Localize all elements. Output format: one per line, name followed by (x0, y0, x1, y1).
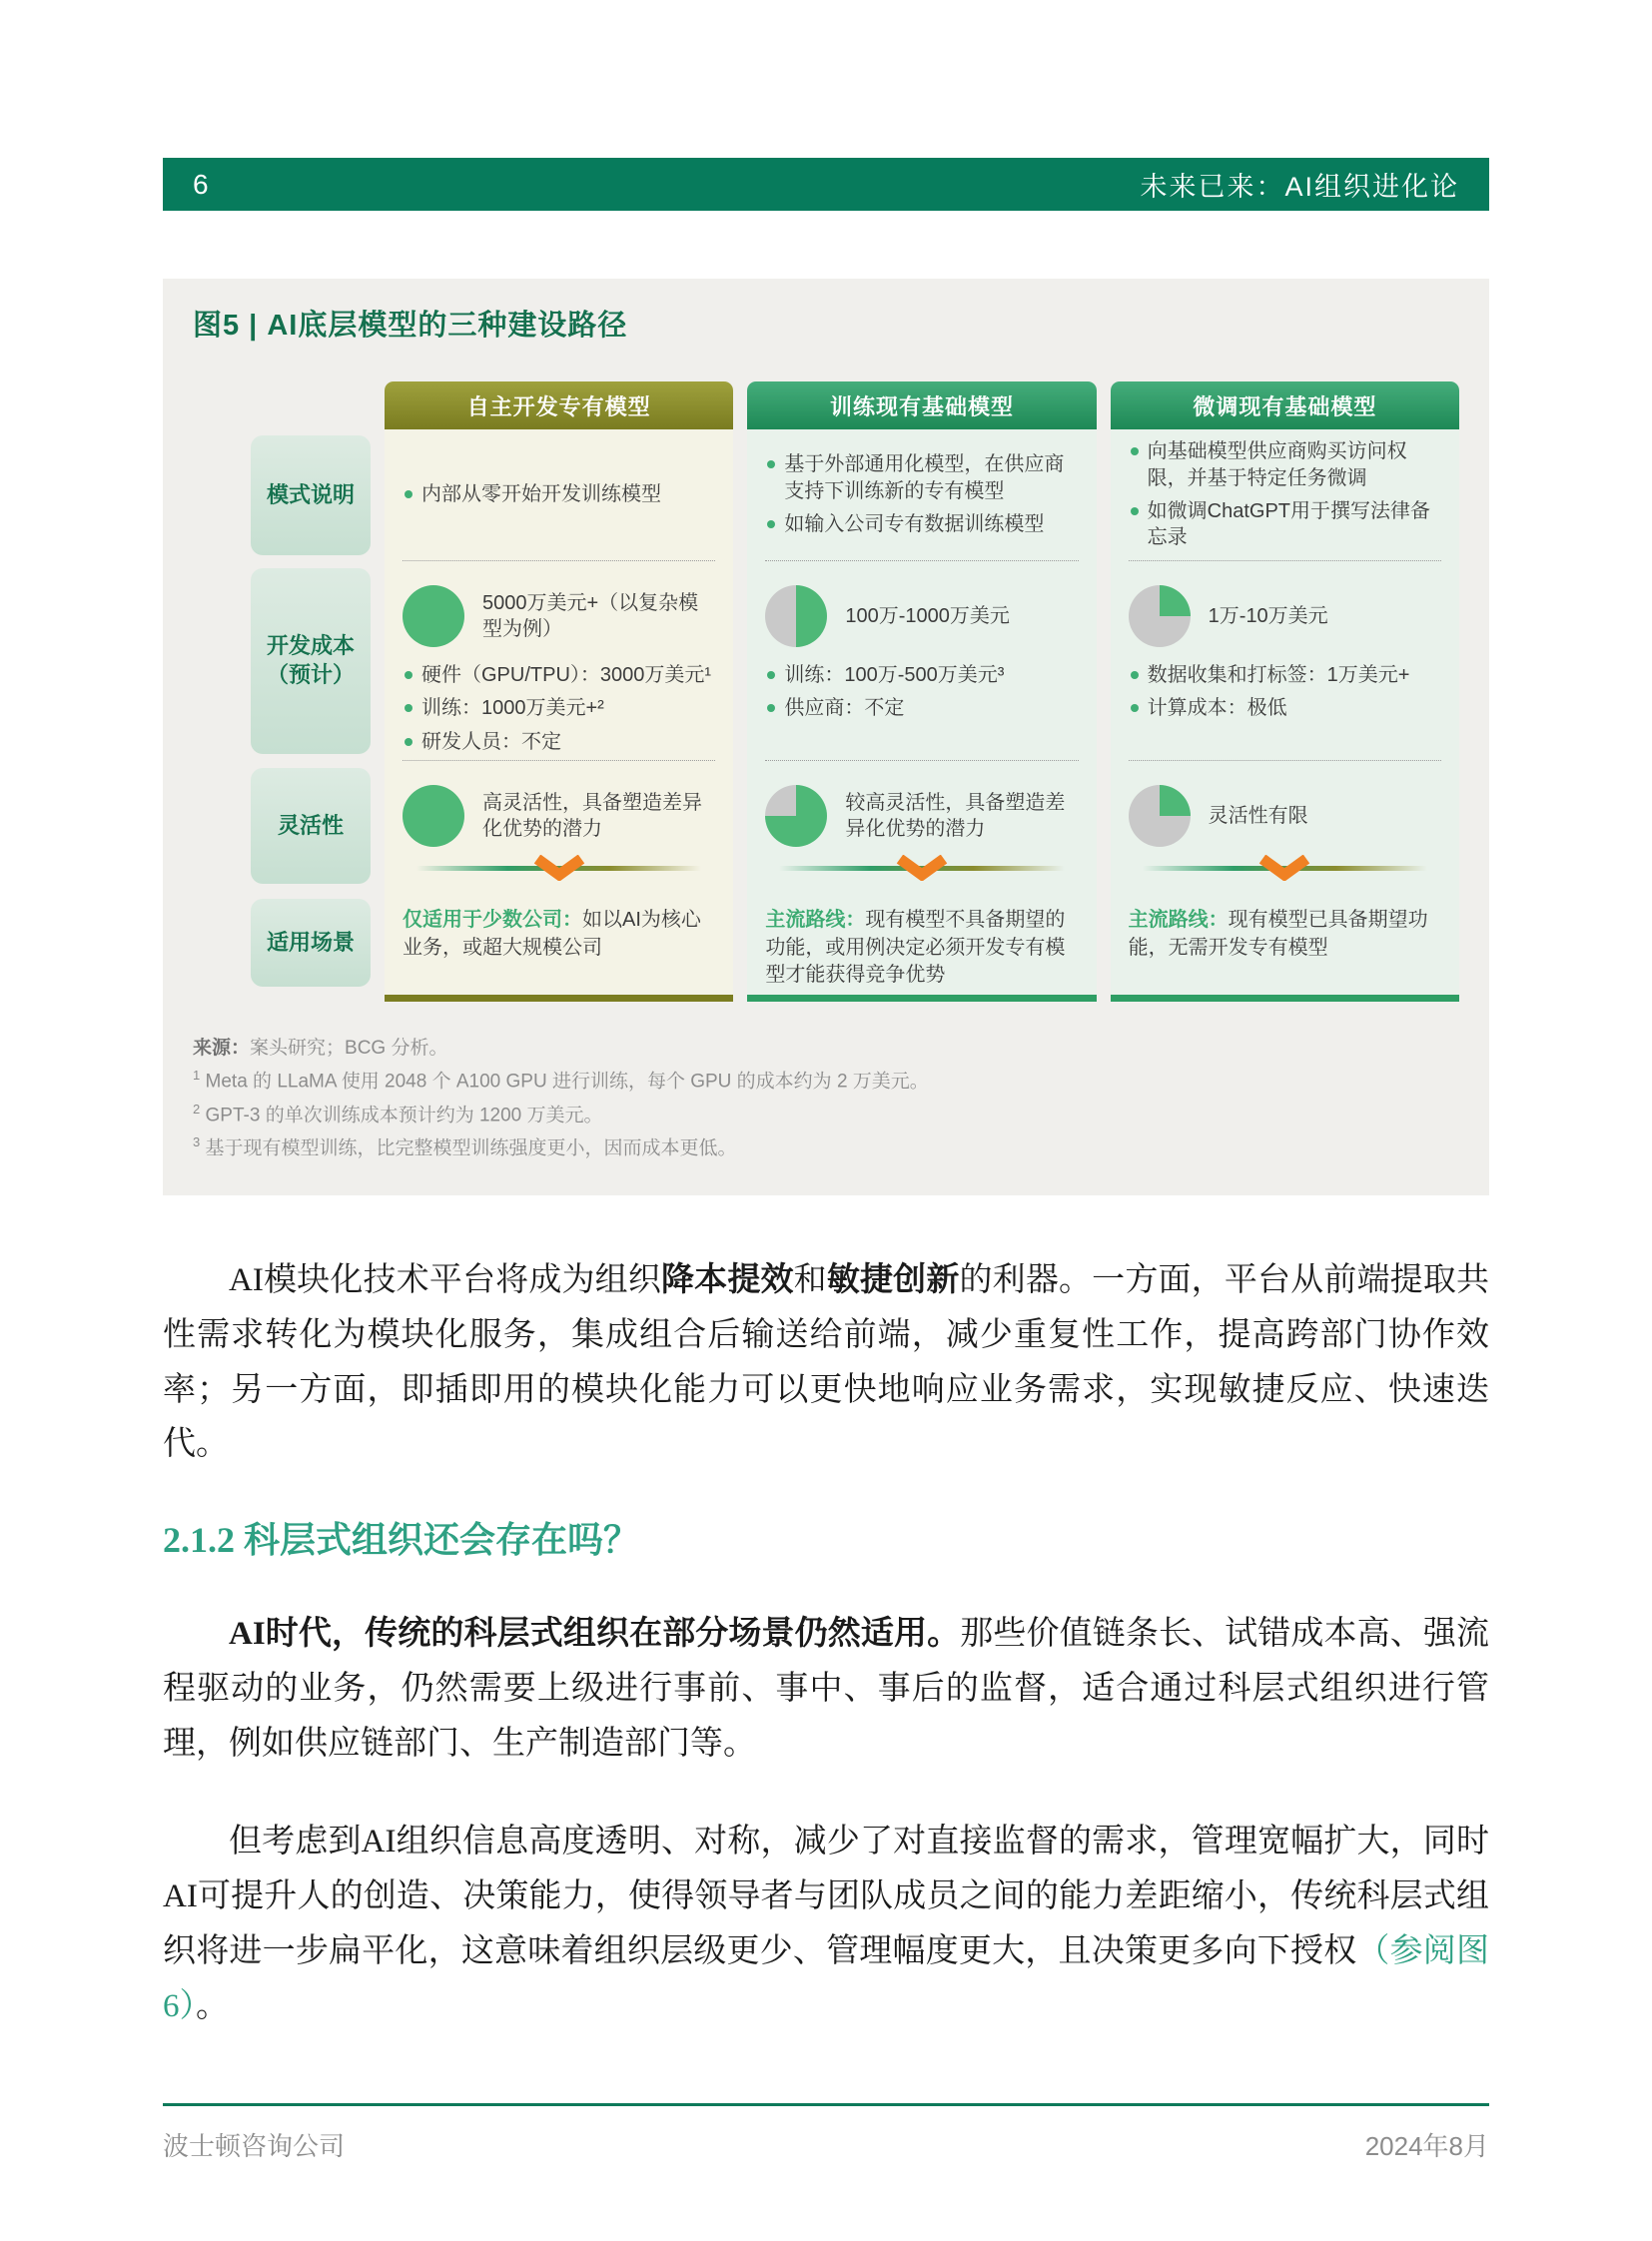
column-body (1111, 429, 1459, 1002)
figure-title: 图5 | AI底层模型的三种建设路径 (193, 310, 628, 342)
scenario-lead: 主流路线： (1128, 909, 1229, 931)
figure-6-reference-link[interactable]: （参阅图6） (163, 1932, 1490, 2024)
down-chevron-icon (1256, 855, 1312, 881)
footnote-3: $^3$ 基于现有模型训练，比完整模型训练强度更小，因而成本更低。 (193, 1134, 737, 1159)
list-item: 计算成本：极低 (1129, 695, 1441, 721)
list-item: 硬件（GPU/TPU）：3000万美元¹ (403, 662, 715, 688)
list-item: 基于外部通用化模型，在供应商支持下训练新的专有模型 (765, 451, 1078, 504)
figure-table (251, 381, 1459, 1002)
section-heading-2-1-2: 2.1.2 科层式组织还会存在吗？ (163, 1520, 640, 1561)
flexibility-text: 灵活性有限 (1208, 804, 1308, 827)
scenario-lead: 主流路线： (765, 909, 866, 931)
column-header: 微调现有基础模型 (1111, 381, 1459, 429)
mode-section (403, 429, 715, 561)
content (163, 158, 1489, 2033)
bullet-dot-icon (405, 738, 413, 746)
bullet-dot-icon (767, 460, 775, 468)
figure-5 (163, 279, 1489, 1195)
body-text (163, 1253, 1489, 2033)
column-header: 训练现有基础模型 (747, 381, 1096, 429)
row-label-cost-line2: （预计） (266, 662, 355, 687)
flexibility-pie-chart (403, 785, 464, 847)
path-arrow (416, 855, 701, 883)
flexibility-section (1129, 761, 1441, 891)
column-header: 自主开发专有模型 (385, 381, 733, 429)
footer-date: 2024年8月 (1364, 2131, 1489, 2161)
list-item: 训练：100万-500万美元³ (765, 662, 1078, 688)
bullet-dot-icon (1131, 447, 1139, 455)
cost-headline: 1万-10万美元 (1208, 604, 1328, 627)
flexibility-pie-chart (1129, 785, 1191, 847)
bullet-dot-icon (405, 704, 413, 712)
footnote-1: $^1$ Meta 的 LLaMA 使用 2048 个 A100 GPU 进行训练，每个 GPU 的成本约为 2 万美元。 (193, 1068, 929, 1093)
bullet-dot-icon (767, 704, 775, 712)
mode-section (1129, 429, 1441, 561)
cost-section (403, 561, 715, 761)
figure-notes (193, 1032, 1459, 1165)
list-item: 训练：1000万美元+² (403, 695, 715, 721)
path-arrow (1143, 855, 1427, 883)
list-item: 向基础模型供应商购买访问权限，并基于特定任务微调 (1129, 438, 1441, 491)
row-labels-column (251, 381, 371, 1002)
scenario-section (765, 891, 1078, 995)
footer-company: 波士顿咨询公司 (163, 2131, 346, 2161)
scenario-text: 现有模型不具备期望的功能，或用例决定必须开发专有模型才能获得竞争优势 (765, 909, 1066, 987)
bullet-dot-icon (1131, 507, 1139, 515)
mode-section (765, 429, 1078, 561)
report-title: 未来已来：AI组织进化论 (1140, 172, 1459, 202)
cost-pie-chart (765, 585, 827, 647)
cost-section (1129, 561, 1441, 761)
path-arrow (779, 855, 1064, 883)
list-item: 如输入公司专有数据训练模型 (765, 511, 1078, 537)
list-item: 如微调ChatGPT用于撰写法律备忘录 (1129, 498, 1441, 551)
source-line (193, 1032, 1459, 1065)
scenario-text: 如以AI为核心业务，或超大规模公司 (403, 909, 701, 959)
row-label-mode: 模式说明 (251, 435, 371, 555)
footnote-2: $^2$ GPT-3 的单次训练成本预计约为 1200 万美元。 (193, 1101, 603, 1126)
bullet-dot-icon (405, 490, 413, 498)
row-label-scenario: 适用场景 (251, 899, 371, 987)
column-train-existing (747, 381, 1096, 1002)
cost-headline: 100万-1000万美元 (845, 604, 1010, 627)
flexibility-text: 高灵活性，具备塑造差异化优势的潜力 (482, 791, 702, 840)
column-body (747, 429, 1096, 1002)
list-item: 数据收集和打标签：1万美元+ (1129, 662, 1441, 688)
flexibility-pie-chart (765, 785, 827, 847)
cost-section (765, 561, 1078, 761)
page-number: 6 (193, 168, 209, 200)
flexibility-text: 较高灵活性，具备塑造差异化优势的潜力 (845, 791, 1066, 840)
row-label-cost-line1: 开发成本 (266, 633, 355, 659)
scenario-lead: 仅适用于少数公司： (403, 909, 582, 931)
row-label-cost (251, 568, 371, 754)
bullet-dot-icon (1131, 704, 1139, 712)
list-item: 供应商：不定 (765, 695, 1078, 721)
list-item: 内部从零开始开发训练模型 (403, 481, 715, 507)
paragraph-2: AI时代，传统的科层式组织在部分场景仍然适用。那些价值链条长、试错成本高、强流程驱动的业务，仍然需要上级进行事前、事中、事后的监督，适合通过科层式组织进行管理，例如供应链部门、生产制造部门等。 (163, 1616, 1489, 1762)
cost-pie-chart (1129, 585, 1191, 647)
header-bar (163, 158, 1489, 211)
footer (163, 2103, 1489, 2163)
column-self-develop (385, 381, 733, 1002)
cost-pie-chart (403, 585, 464, 647)
source-label: 来源： (193, 1038, 251, 1059)
bullet-dot-icon (767, 671, 775, 679)
source-text: 案头研究；BCG 分析。 (250, 1038, 448, 1059)
paragraph-1: AI模块化技术平台将成为组织降本提效和敏捷创新的利器。一方面，平台从前端提取共性需求转化为模块化服务，集成组合后输送给前端，减少重复性工作，提高跨部门协作效率；另一方面，即插即用的模块化能力可以更快地响应业务需求，实现敏捷反应、快速迭代。 (163, 1261, 1490, 1463)
list-item: 研发人员：不定 (403, 729, 715, 755)
cost-headline: 5000万美元+（以复杂模型为例） (482, 591, 699, 640)
row-label-flexibility: 灵活性 (251, 768, 371, 884)
paragraph-3: 但考虑到AI组织信息高度透明、对称，减少了对直接监督的需求，管理宽幅扩大，同时AI可提升人的创造、决策能力，使得领导者与团队成员之间的能力差距缩小，传统科层式组织将进一步扁平化，这意味着组织层级更少、管理幅度更大，且决策更多向下授权（参阅图6）。 (163, 1824, 1490, 2024)
column-body (385, 429, 733, 1002)
bullet-dot-icon (1131, 671, 1139, 679)
bullet-dot-icon (405, 671, 413, 679)
down-chevron-icon (531, 855, 587, 881)
bullet-dot-icon (767, 520, 775, 528)
scenario-section (1129, 891, 1441, 995)
scenario-section (403, 891, 715, 995)
flexibility-section (765, 761, 1078, 891)
scenario-text: 现有模型已具备期望功能，无需开发专有模型 (1128, 909, 1428, 959)
down-chevron-icon (894, 855, 950, 881)
flexibility-section (403, 761, 715, 891)
column-finetune-existing (1111, 381, 1459, 1002)
